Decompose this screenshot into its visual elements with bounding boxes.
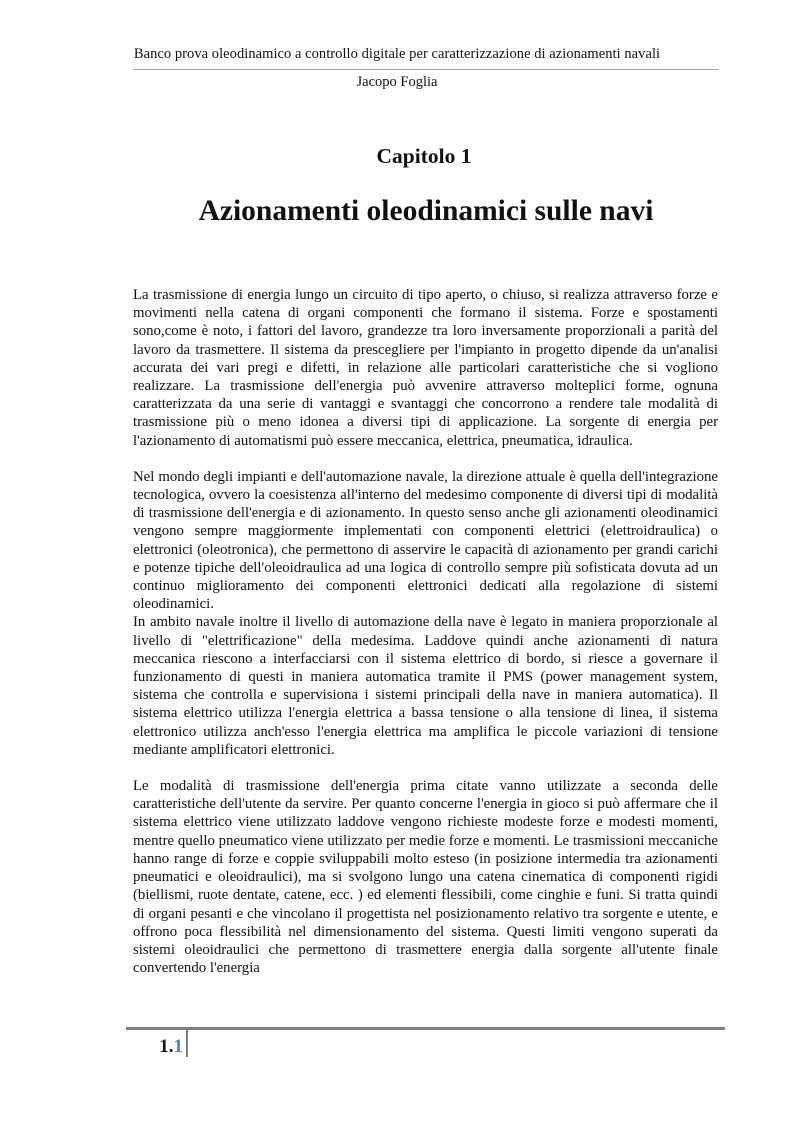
footer-divider xyxy=(126,1027,725,1030)
paragraph-4: Le modalità di trasmissione dell'energia prima citate vanno utilizzate a seconda delle caratteristiche dell'utente da servire. Per quanto concerne l'energia in gioco si può affermare che il sistema elettrico viene utilizzato laddove vengono richieste modeste forze e modesti momenti, mentre quello pneumatico viene utilizzato per medie forze e momenti. Le trasmissioni meccaniche hanno range di forze e coppie sviluppabili molto esteso (in posizione intermedia tra azionamenti pneumatici e oleoidraulici), ma si svolgono lungo una catena cinematica di componenti rigidi (biellismi, ruote dentate, catene, ecc. ) ed elementi flessibili, come cinghie e funi. Si tratta quindi di organi pesanti e che vincolano il progettista nel posizionamento relativo tra sorgente e utente, e offrono poca flessibilità nel dimensionamento del sistema. Questi limiti vengono superati da sistemi oleoidraulici che permettono di trasmettere energia dalla sorgente all'utente finale convertendo l'energia xyxy=(133,778,718,977)
chapter-title: Azionamenti oleodinamici sulle navi xyxy=(198,195,654,227)
body-text xyxy=(133,286,718,977)
paragraph-1: La trasmissione di energia lungo un circuito di tipo aperto, o chiuso, si realizza attraverso forze e movimenti nella catena di organi componenti che formano il sistema. Forze e spostamenti sono,come è noto, i fattori del lavoro, grandezze tra loro inversamente proporzionali a parità del lavoro da trasmettere. Il sistema da prescegliere per l'impianto in progetto dipende da un'analisi accurata dei vari pregi e difetti, in relazione alle particolari caratteristiche che si vogliono realizzare. La trasmissione dell'energia può avvenire attraverso molteplici forme, ognuna caratterizzata da una serie di vantaggi e svantaggi che concorrono a rendere tale modalità di trasmissione più o meno idonea a diversi tipi di applicazione. La sorgente di energia per l'azionamento di automatismi può essere meccanica, elettrica, pneumatica, idraulica. xyxy=(133,287,718,449)
header-divider xyxy=(133,69,719,70)
paragraph-2: Nel mondo degli impianti e dell'automazione navale, la direzione attuale è quella dell'integrazione tecnologica, ovvero la coesistenza all'interno del medesimo componente di diversi tipi di modalità di trasmissione dell'energia e di azionamento. In questo senso anche gli azionamenti oleodinamici vengono sempre maggiormente implementati con componenti elettrici (elettroidraulica) o elettronici (oleotronica), che permettono di asservire le capacità di azionamento per grandi carichi e potenze tipiche dell'oleoidraulica ad una logica di controllo sempre più sofisticata dovuta ad un continuo miglioramento dei componenti elettronici dedicati alla regolazione di sistemi oleodinamici. xyxy=(133,468,718,613)
running-header-author: Jacopo Foglia xyxy=(356,74,438,90)
running-header-title: Banco prova oleodinamico a controllo digitale per caratterizzazione di azionamenti navali xyxy=(133,46,661,62)
page-number xyxy=(139,1036,183,1058)
footer-vertical-bar xyxy=(186,1030,188,1057)
paragraph-3: In ambito navale inoltre il livello di automazione della nave è legato in maniera proporzionale al livello di "elettrificazione" della medesima. Laddove quindi anche azionamenti di natura meccanica riescono a interfacciarsi con il sistema elettrico di bordo, si riesce a governare il funzionamento di questi in maniera automatica tramite il PMS (power management system, sistema che controlla e supervisiona i sistemi principali della nave in maniera automatica). Il sistema elettrico utilizza l'energia elettrica a bassa tensione o alla tensione di linea, il sistema elettronico utilizza anch'esso l'energia elettrica ma amplifica le piccole variazioni di tensione mediante amplificatori elettronici. xyxy=(133,614,718,758)
page-number-major: 1. xyxy=(159,1036,174,1057)
chapter-label: Capitolo 1 xyxy=(376,144,472,168)
page-number-minor: 1 xyxy=(173,1036,183,1057)
